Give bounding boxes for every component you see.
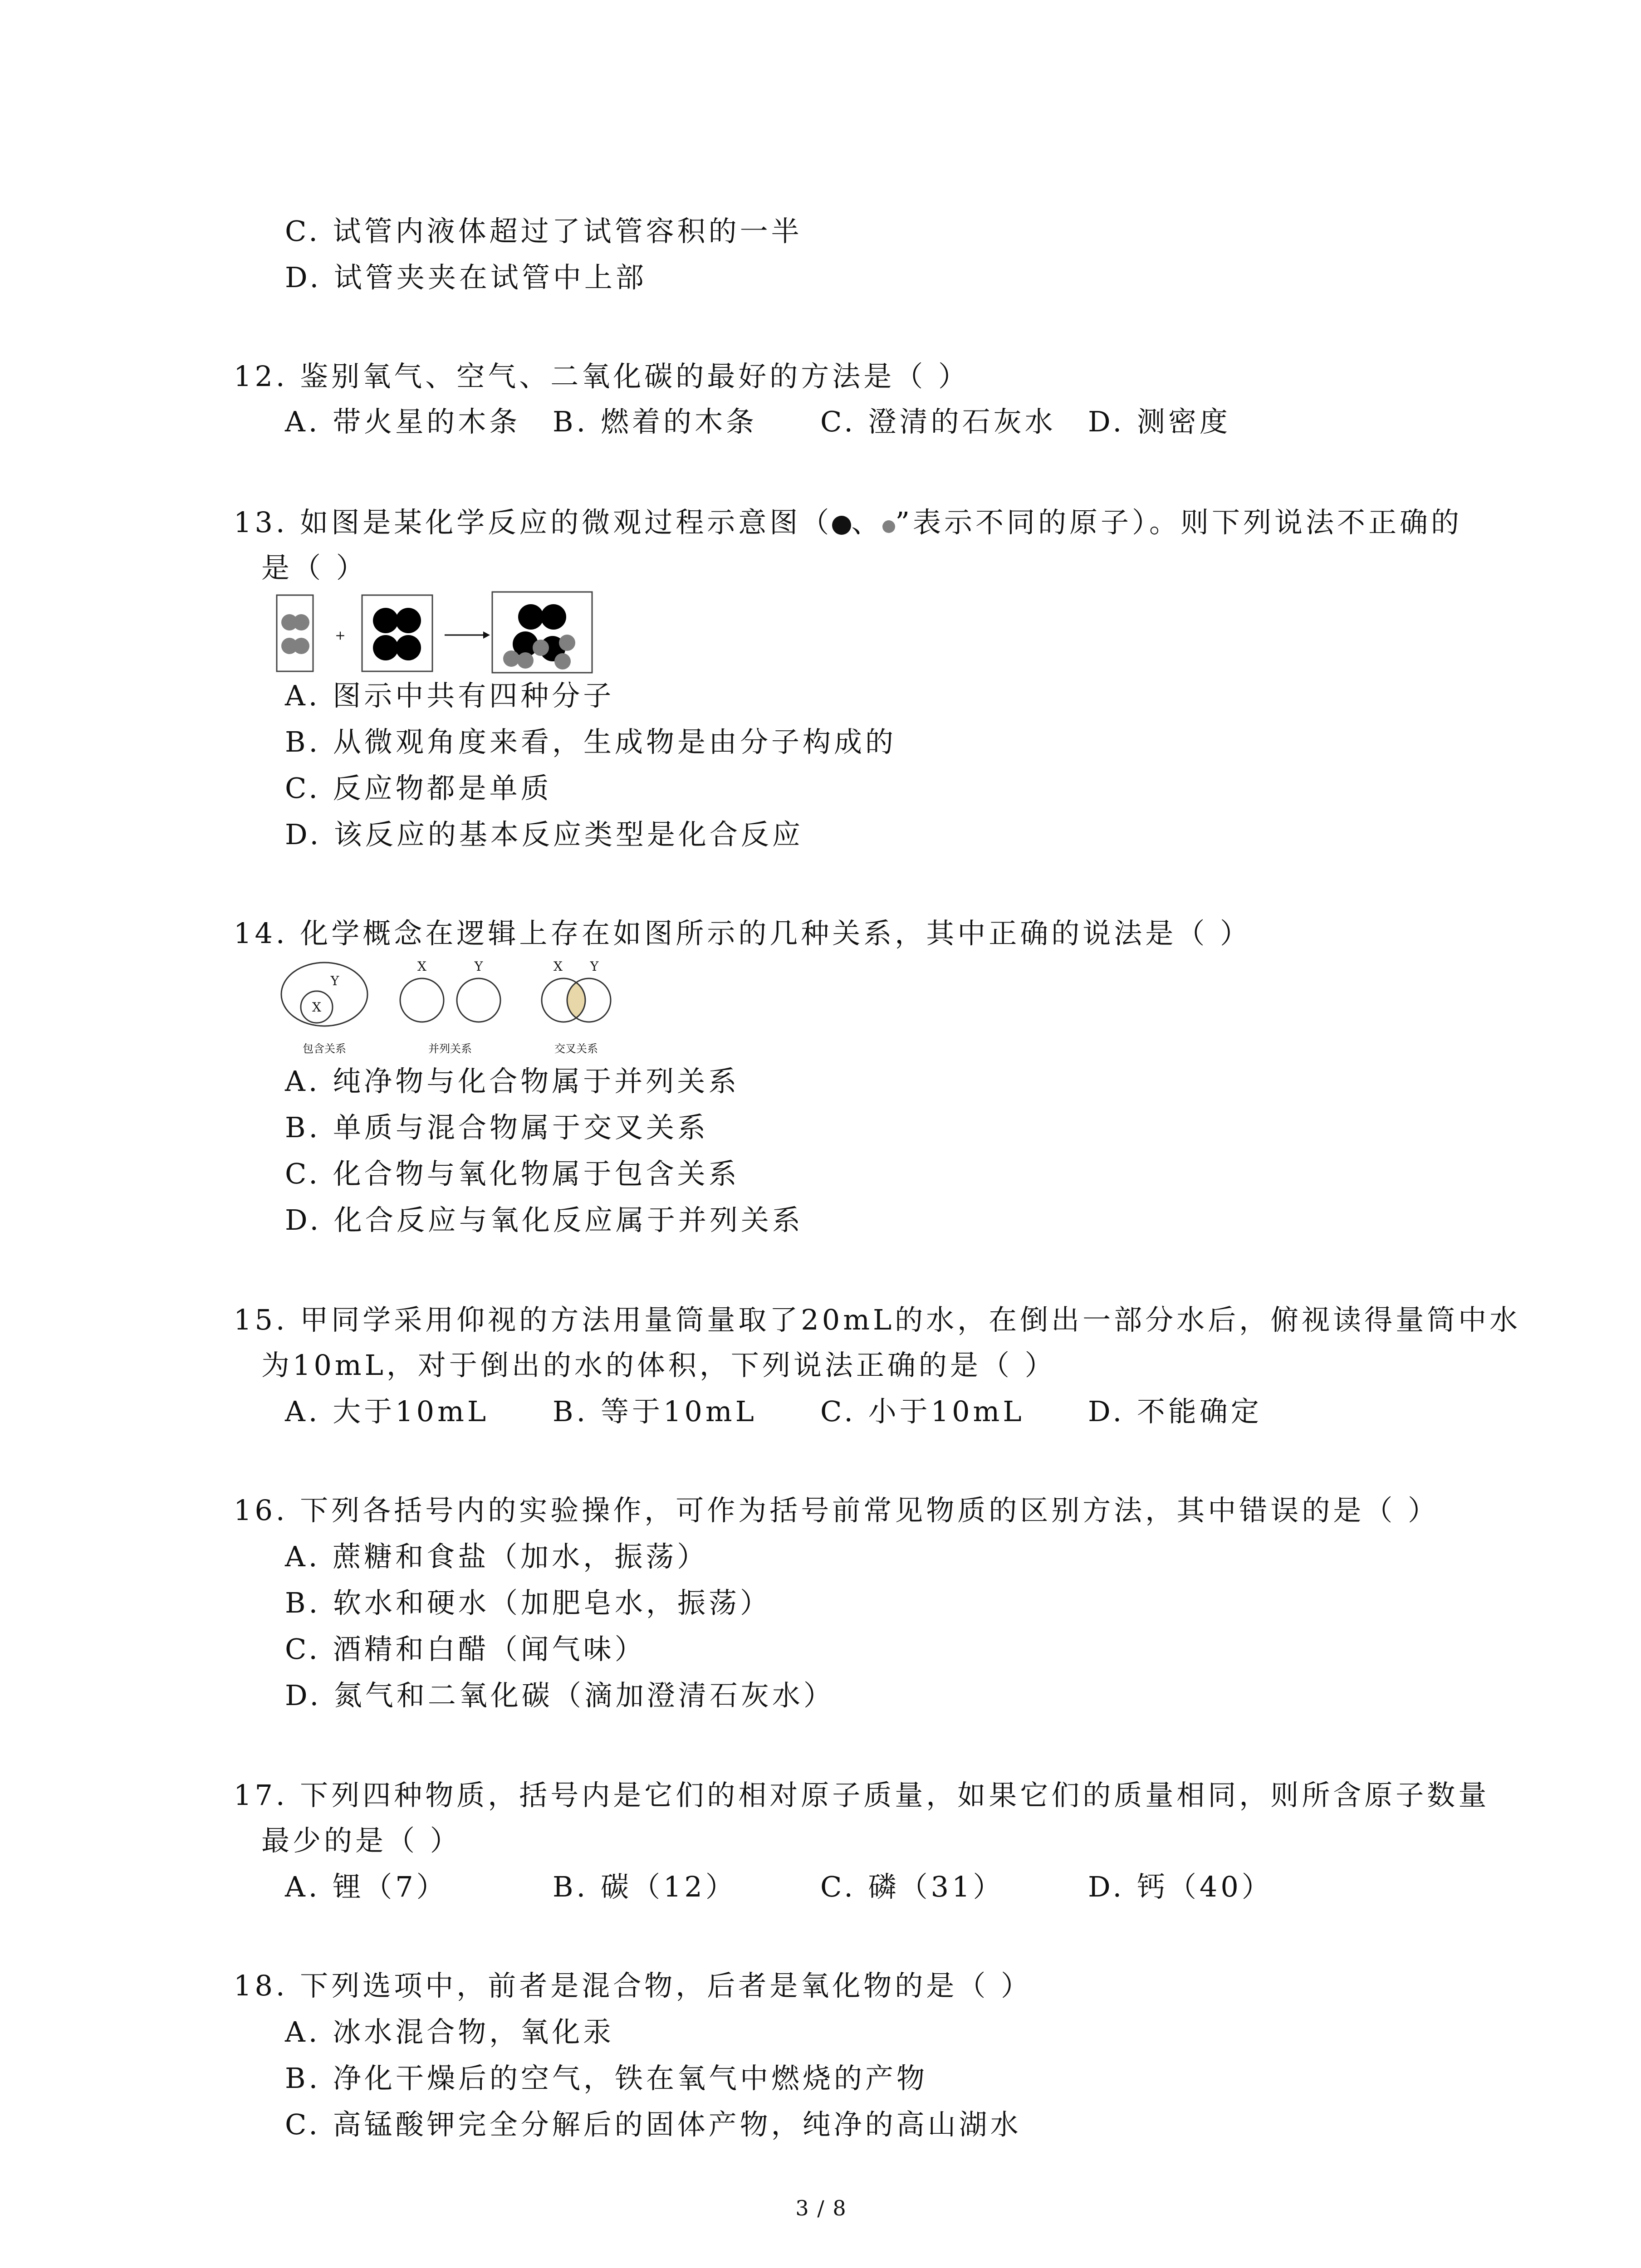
q14-option-b: B. 单质与混合物属于交叉关系 xyxy=(285,1111,709,1144)
label-y: Y xyxy=(474,959,483,974)
q13-option-d: D. 该反应的基本反应类型是化合反应 xyxy=(285,818,803,851)
q15-option-a: A. 大于10mL xyxy=(285,1395,490,1428)
q13-option-a: A. 图示中共有四种分子 xyxy=(285,679,615,712)
q12-option-c: C. 澄清的石灰水 xyxy=(820,405,1056,438)
q16-stem: 16. 下列各括号内的实验操作，可作为括号前常见物质的区别方法，其中错误的是（ ） xyxy=(234,1494,1440,1527)
q13-option-b: B. 从微观角度来看，生成物是由分子构成的 xyxy=(285,725,896,758)
q17-option-b: B. 碳（12） xyxy=(553,1870,737,1903)
q12-option-b: B. 燃着的木条 xyxy=(553,405,757,438)
q17-stem-line1: 17. 下列四种物质，括号内是它们的相对原子质量，如果它们的质量相同，则所含原子数量 xyxy=(234,1779,1490,1812)
gray-atom-icon xyxy=(882,520,895,533)
q13-option-c: C. 反应物都是单质 xyxy=(285,772,552,805)
reactant-box-gray xyxy=(277,595,313,671)
label-x: X xyxy=(417,959,426,974)
product-box xyxy=(492,592,592,673)
q15-option-c: C. 小于10mL xyxy=(820,1395,1025,1428)
q16-option-c: C. 酒精和白醋（闻气味） xyxy=(285,1633,646,1666)
q13-stem-line2: 是（ ） xyxy=(261,551,367,584)
q11-option-c: C. 试管内液体超过了试管容积的一半 xyxy=(285,215,803,248)
reactant-box-black xyxy=(362,595,432,671)
page-number: 3 / 8 xyxy=(795,2196,847,2220)
q15-option-b: B. 等于10mL xyxy=(553,1395,757,1428)
concept-relation-diagram xyxy=(277,957,622,1061)
q11-option-d: D. 试管夹夹在试管中上部 xyxy=(285,261,647,294)
q14-option-d: D. 化合反应与氧化反应属于并列关系 xyxy=(285,1203,803,1237)
q16-option-d: D. 氮气和二氧化碳（滴加澄清石灰水） xyxy=(285,1679,835,1712)
reaction-arrow xyxy=(445,631,490,639)
q15-stem-line2: 为10mL，对于倒出的水的体积，下列说法正确的是（ ） xyxy=(261,1349,1056,1382)
label-y: Y xyxy=(330,973,339,988)
q14-option-a: A. 纯净物与化合物属于并列关系 xyxy=(285,1065,740,1098)
label-x: X xyxy=(554,959,563,974)
q18-option-b: B. 净化干燥后的空气，铁在氧气中燃烧的产物 xyxy=(285,2062,928,2095)
q17-option-d: D. 钙（40） xyxy=(1088,1870,1273,1903)
reaction-microscopic-diagram xyxy=(272,590,599,676)
intersection-relation xyxy=(542,959,611,1055)
label-y: Y xyxy=(590,959,599,974)
q14-stem: 14. 化学概念在逻辑上存在如图所示的几种关系，其中正确的说法是（ ） xyxy=(234,917,1252,950)
q16-option-b: B. 软水和硬水（加肥皂水，振荡） xyxy=(285,1586,771,1619)
q12-stem: 12. 鉴别氧气、空气、二氧化碳的最好的方法是（ ） xyxy=(234,360,970,393)
q18-option-a: A. 冰水混合物，氧化汞 xyxy=(285,2015,615,2048)
q16-option-a: A. 蔗糖和食盐（加水，振荡） xyxy=(285,1540,709,1573)
q14-option-c: C. 化合物与氧化物属于包含关系 xyxy=(285,1157,740,1190)
black-atom-icon xyxy=(832,516,851,535)
caption-intersection: 交叉关系 xyxy=(554,1042,598,1055)
inclusion-relation xyxy=(281,963,367,1055)
q17-option-c: C. 磷（31） xyxy=(820,1870,1004,1903)
caption-parallel: 并列关系 xyxy=(428,1042,472,1055)
q13-stem-text-a: 13. 如图是某化学反应的微观过程示意图（ xyxy=(234,506,833,539)
q12-option-a: A. 带火星的木条 xyxy=(285,405,521,438)
q17-option-a: A. 锂（7） xyxy=(285,1870,448,1903)
plus-sign: + xyxy=(335,628,346,643)
label-x: X xyxy=(312,1000,321,1015)
q17-stem-line2: 最少的是（ ） xyxy=(261,1824,461,1857)
q12-option-d: D. 测密度 xyxy=(1088,405,1231,438)
caption-inclusion: 包含关系 xyxy=(303,1042,346,1055)
q18-stem: 18. 下列选项中，前者是混合物，后者是氧化物的是（ ） xyxy=(234,1969,1033,2002)
q13-stem-sep: 、 xyxy=(851,506,883,539)
q13-stem-line1 xyxy=(234,504,1462,541)
q15-stem-line1: 15. 甲同学采用仰视的方法用量筒量取了20mL的水，在倒出一部分水后，俯视读得量筒中水 xyxy=(234,1303,1521,1336)
q18-option-c: C. 高锰酸钾完全分解后的固体产物，纯净的高山湖水 xyxy=(285,2108,1022,2141)
q15-option-d: D. 不能确定 xyxy=(1088,1395,1262,1428)
q13-stem-text-b: ”表示不同的原子）。则下列说法不正确的 xyxy=(895,506,1463,539)
parallel-relation xyxy=(400,959,500,1055)
